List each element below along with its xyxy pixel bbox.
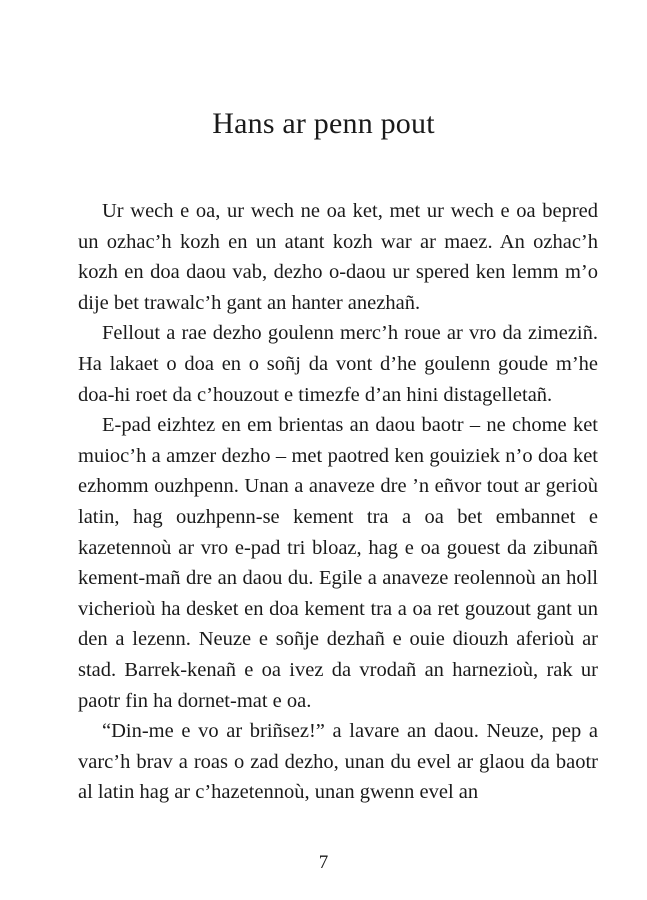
paragraph: E-pad eizhtez en em brientas an daou baotr – ne chome ket muioc’h a amzer dezho – met paotred ken gouiziek n’o doa ket ezhomm ouzhpenn. Unan a anaveze dre ’n eñvor tout ar gerioù latin, hag ouzhpenn-se kement tra a oa bet embannet e kazetennoù ar vro e-pad tri bloaz, hag e oa gouest da zibunañ kement-mañ dre an daou du. Egile a anaveze reolennoù an holl vicherioù ha desket en doa kement tra a oa ret gouzout gant un den a lezenn. Neuze e soñje dezhañ e ouie diouzh aferioù ar stad. Barrek-kenañ e oa ivez da vrodañ an harnezioù, rak ur paotr fin ha dornet-mat e oa. xyxy=(78,414,598,712)
chapter-title: Hans ar penn pout xyxy=(212,107,435,140)
paragraph: Ur wech e oa, ur wech ne oa ket, met ur wech e oa bepred un ozhac’h kozh en un atant kozh war ar maez. An ozhac’h kozh en doa daou vab, dezho o-daou ur spered ken lemm m’o dije bet trawalc’h gant an hanter anezhañ. xyxy=(78,200,598,314)
paragraph: Fellout a rae dezho goulenn merc’h roue ar vro da zimeziñ. Ha lakaet o doa en o soñj da vont d’he goulenn goude m’he doa-hi roet da c’houzout e timezfe d’an hini distagelletañ. xyxy=(78,322,598,406)
page-number: 7 xyxy=(318,852,329,873)
chapter-body xyxy=(78,196,598,808)
paragraph: “Din-me e vo ar briñsez!” a lavare an daou. Neuze, pep a varc’h brav a roas o zad dezho, unan du evel ar glaou da baotr al latin hag ar c’hazetennoù, unan gwenn evel an xyxy=(78,720,598,804)
